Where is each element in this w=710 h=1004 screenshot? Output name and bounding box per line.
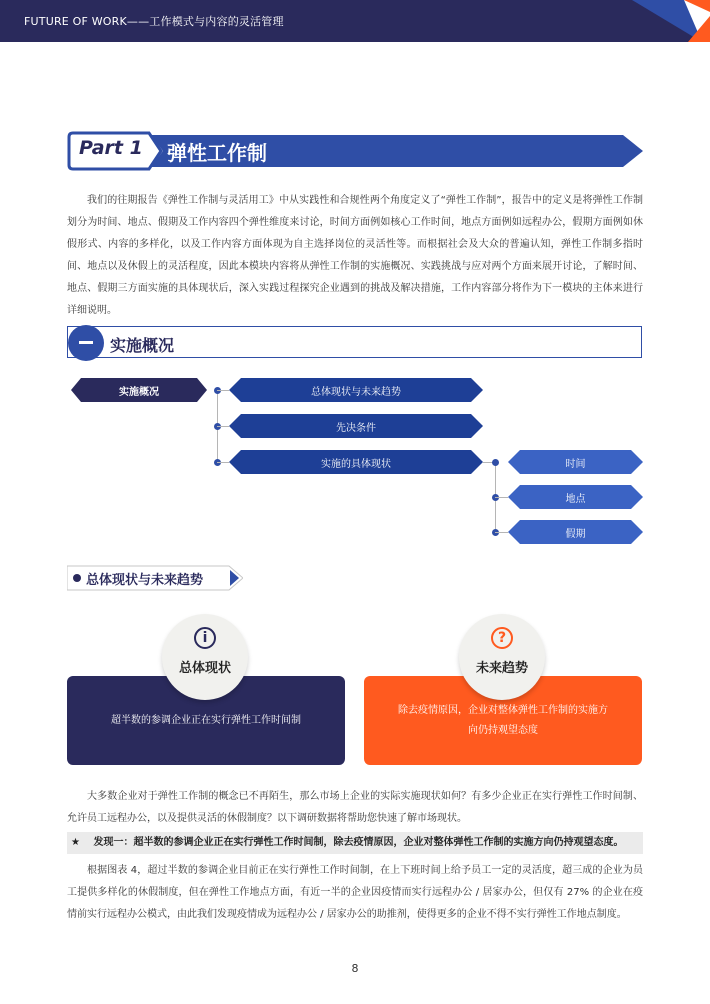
- bullet-dot: [73, 574, 81, 582]
- diagram-connector: [495, 532, 508, 533]
- diagram-node-label: 实施的具体现状: [321, 458, 391, 470]
- question-icon: ?: [491, 627, 513, 649]
- part-label: Part 1: [79, 137, 143, 159]
- diagram-root-node: [71, 378, 207, 402]
- info-icon: i: [194, 627, 216, 649]
- market-paragraph: 大多数企业对于弹性工作制的概念已不再陌生，那么市场上企业的实际实施现状如何？有多少企业正在实行弹性工作时间制、允许员工远程办公，以及提供灵活的休假制度？以下调研数据将帮助您快速了解市场现状。: [67, 791, 643, 824]
- diagram-node-overview: [229, 378, 483, 402]
- trend-label: 未来趋势: [475, 661, 528, 676]
- diagram-node-label: 地点: [565, 493, 586, 505]
- page-number: 8: [351, 962, 359, 975]
- subsection-heading: [67, 565, 243, 591]
- section-title: 实施概况: [110, 336, 175, 355]
- diagram-connector: [217, 426, 229, 427]
- diagram-node-label: 假期: [565, 528, 586, 540]
- finding-banner: [67, 832, 643, 854]
- analysis-paragraph: 根据图表 4，超过半数的参调企业目前正在实行弹性工作时间制，在上下班时间上给予员工一定的灵活度，超三成的企业为员工提供多样化的休假制度，但在弹性工作地点方面，有近一半的企业因疫情而实行远程办公 / 居家办公，但仅有 27% 的企业在疫情前实行远程办公模式，由此我们发现疫情成为远程办公 / 居家办公的助推剂，使得更多的企业不得不实行弹性工作地点制度。: [67, 865, 643, 920]
- diagram-node-prerequisites: [229, 414, 483, 438]
- page-header: [0, 0, 710, 42]
- finding-text: 发现一：超半数的参调企业正在实行弹性工作时间制，除去疫情原因，企业对整体弹性工作制的实施方向仍持观望态度。: [93, 837, 624, 848]
- header-corner-decoration: [580, 0, 710, 42]
- diagram-node-location: [508, 485, 643, 509]
- intro-paragraph: 我们的往期报告《弹性工作制与灵活用工》中从实践性和合规性两个角度定义了“弹性工作制”，报告中的定义是将弹性工作制划分为时间、地点、假期及工作内容四个弹性维度来讨论，时间方面例如核心工作时间，地点方面例如远程办公，假期方面例如休假形式、内容的多样化，以及工作内容方面体现为自主选择岗位的灵活性等。而根据社会及大众的普遍认知，弹性工作制多指时间、地点以及休假上的灵活程度，因此本模块内容将从弹性工作制的实施概况、实践挑战与应对两个方面来展开讨论，了解时间、地点、假期三方面实施的具体现状后，深入实践过程探究企业遇到的挑战及解决措施，工作内容部分将作为下一模块的主体来进行详细说明。: [67, 195, 643, 316]
- diagram-connector: [495, 497, 508, 498]
- overview-badge: [162, 614, 248, 700]
- part-title: 弹性工作制: [167, 141, 267, 165]
- subsection-title: 总体现状与未来趋势: [86, 573, 204, 588]
- overview-label: 总体现状: [178, 661, 231, 676]
- diagram-node-label: 总体现状与未来趋势: [311, 386, 401, 398]
- trend-badge: [459, 614, 545, 700]
- part-heading-shape: [67, 131, 643, 171]
- diagram-root-label: 实施概况: [119, 386, 159, 398]
- diagram-connector: [217, 462, 229, 463]
- diagram-node-vacation: [508, 520, 643, 544]
- diagram-node-label: 时间: [565, 458, 586, 470]
- overview-card-text: 超半数的参调企业正在实行弹性工作时间制: [111, 714, 301, 726]
- diagram-dot: [492, 459, 499, 466]
- diagram-node-current-status: [229, 450, 483, 474]
- diagram-node-time: [508, 450, 643, 474]
- diagram-connector: [217, 390, 229, 391]
- header-title: FUTURE OF WORK——工作模式与内容的灵活管理: [24, 15, 284, 28]
- minus-icon: [79, 341, 93, 344]
- diagram-node-label: 先决条件: [336, 422, 376, 434]
- part-heading: [67, 131, 643, 171]
- trend-card-text: 除去疫情原因，企业对整体弹性工作制的实施方向仍持观望态度: [398, 704, 608, 736]
- star-icon: ★: [71, 837, 80, 848]
